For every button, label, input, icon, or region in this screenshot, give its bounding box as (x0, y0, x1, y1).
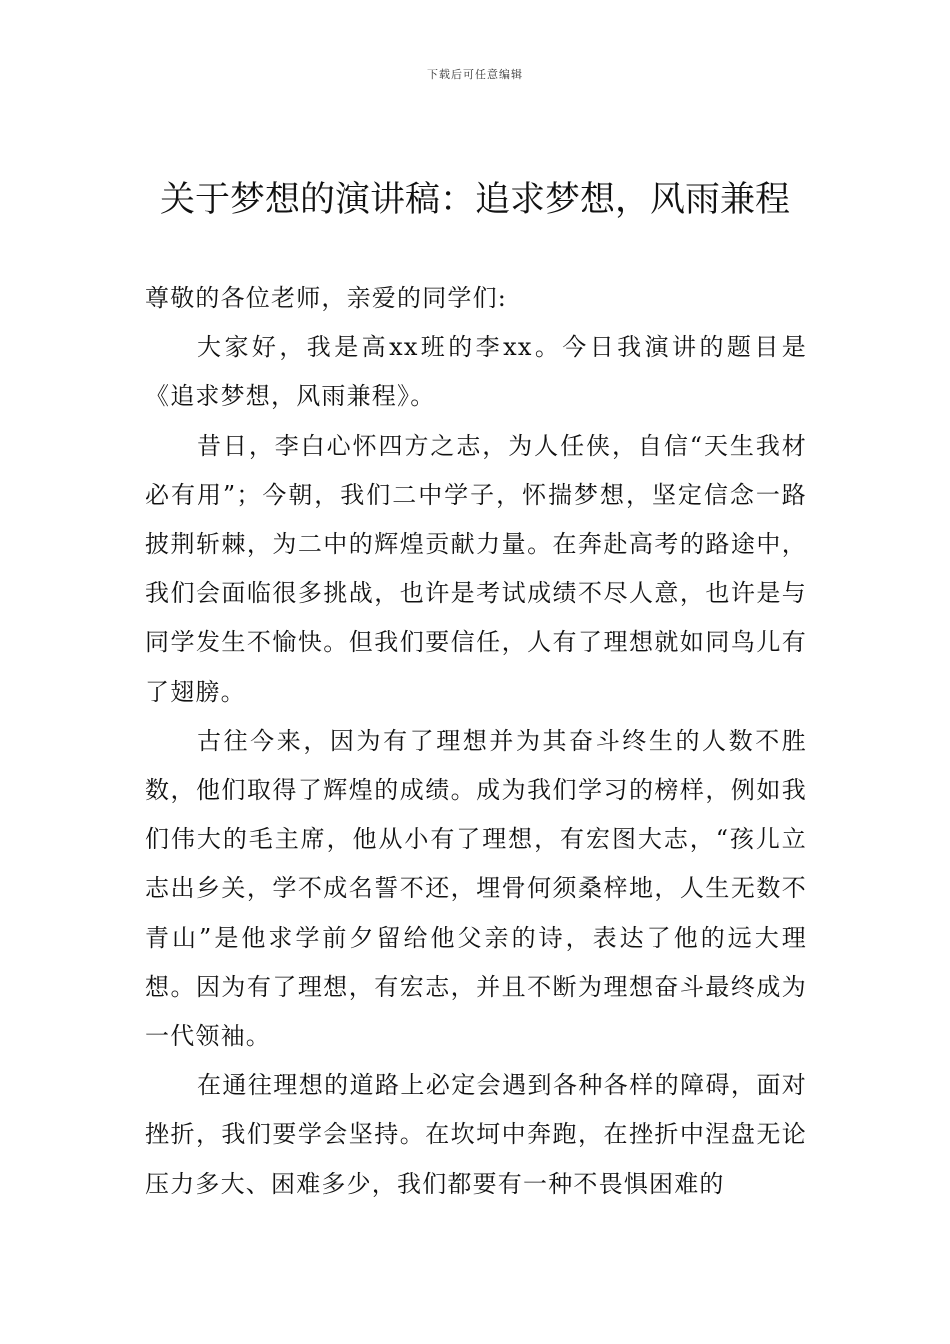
paragraph: 古往今来，因为有了理想并为其奋斗终生的人数不胜数，他们取得了辉煌的成绩。成为我们学习的榜样，例如我们伟大的毛主席，他从小有了理想，有宏图大志，“孩儿立志出乡关，学不成名誓不还，埋骨何须桑梓地，人生无数不青山”是他求学前夕留给他父亲的诗，表达了他的远大理想。因为有了理想，有宏志，并且不断为理想奋斗最终成为一代领袖。 (145, 726, 807, 1051)
document-body (145, 274, 807, 1209)
paragraph: 大家好，我是高xx班的李xx。今日我演讲的题目是《追求梦想，风雨兼程》。 (145, 333, 807, 411)
salutation: 尊敬的各位老师，亲爱的同学们: (145, 284, 508, 312)
paragraph: 昔日，李白心怀四方之志，为人任侠，自信“天生我材必有用”；今朝，我们二中学子，怀揣梦想，坚定信念一路披荆斩棘，为二中的辉煌贡献力量。在奔赴高考的路途中，我们会面临很多挑战，也许是考试成绩不尽人意，也许是与同学发生不愉快。但我们要信任，人有了理想就如同鸟儿有了翅膀。 (145, 431, 807, 706)
header-note: 下载后可任意编辑 (427, 68, 523, 81)
paragraph: 在通往理想的道路上必定会遇到各种各样的障碍，面对挫折，我们要学会坚持。在坎坷中奔跑，在挫折中涅盘无论压力多大、困难多少，我们都要有一种不畏惧困难的 (145, 1071, 807, 1198)
document-title: 关于梦想的演讲稿：追求梦想，风雨兼程 (159, 180, 790, 220)
